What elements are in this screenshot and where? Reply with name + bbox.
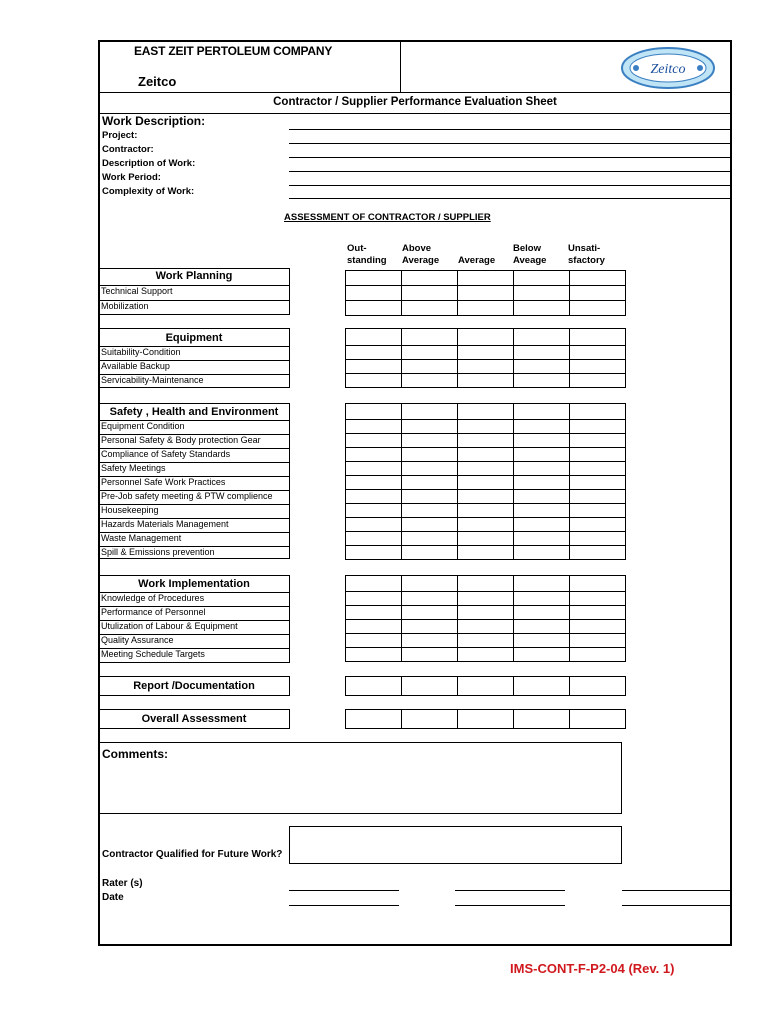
- rating-cell[interactable]: [402, 404, 458, 420]
- rating-cell[interactable]: [570, 677, 626, 696]
- work-description-title: Work Description:: [102, 114, 206, 128]
- criterion-row: Personnel Safe Work Practices: [99, 476, 289, 490]
- rating-cell[interactable]: [402, 677, 458, 696]
- rating-cell[interactable]: [514, 606, 570, 620]
- rating-cell[interactable]: [514, 329, 570, 346]
- rating-cell[interactable]: [570, 360, 626, 374]
- rating-cell[interactable]: [402, 532, 458, 546]
- header-divider: [400, 40, 401, 92]
- rating-cell[interactable]: [346, 404, 402, 420]
- rating-cell[interactable]: [402, 374, 458, 388]
- rating-cell[interactable]: [402, 448, 458, 462]
- rating-cell[interactable]: [458, 404, 514, 420]
- rating-cell[interactable]: [458, 420, 514, 434]
- rating-cell[interactable]: [346, 518, 402, 532]
- rating-cell[interactable]: [514, 434, 570, 448]
- rating-cell[interactable]: [346, 476, 402, 490]
- criterion-row: Servicability-Maintenance: [99, 374, 289, 388]
- rating-cell[interactable]: [346, 606, 402, 620]
- rating-cell[interactable]: [514, 634, 570, 648]
- rating-cell[interactable]: [514, 476, 570, 490]
- rating-cell[interactable]: [402, 606, 458, 620]
- rating-cell[interactable]: [514, 518, 570, 532]
- rating-cell[interactable]: [570, 634, 626, 648]
- rating-cell[interactable]: [402, 518, 458, 532]
- rating-cell[interactable]: [514, 301, 570, 316]
- sheet-title: Contractor / Supplier Performance Evaluation Sheet: [273, 96, 557, 108]
- rating-cell[interactable]: [346, 546, 402, 560]
- rating-cell[interactable]: [458, 329, 514, 346]
- criterion-row: Compliance of Safety Standards: [99, 448, 289, 462]
- rating-cell[interactable]: [402, 360, 458, 374]
- rater-line-2[interactable]: [455, 890, 565, 891]
- qualified-label: Contractor Qualified for Future Work?: [102, 849, 283, 860]
- rating-cell[interactable]: [458, 518, 514, 532]
- rating-cell[interactable]: [458, 620, 514, 634]
- rating-cell[interactable]: [570, 329, 626, 346]
- rating-cell[interactable]: [514, 576, 570, 592]
- category-title: Work Planning: [155, 270, 233, 282]
- rating-cell[interactable]: [514, 404, 570, 420]
- criterion-row: Hazards Materials Management: [99, 518, 289, 532]
- rating-cell[interactable]: [570, 546, 626, 560]
- rating-cell[interactable]: [346, 360, 402, 374]
- rating-cell[interactable]: [514, 286, 570, 301]
- criterion-row: Personal Safety & Body protection Gear: [99, 434, 289, 448]
- header-rule: [98, 92, 732, 93]
- rating-cell[interactable]: [346, 462, 402, 476]
- category-work-implementation: [98, 575, 290, 663]
- rating-cell[interactable]: [346, 504, 402, 518]
- rating-cell[interactable]: [458, 677, 514, 696]
- rating-cell[interactable]: [514, 710, 570, 729]
- rating-cell[interactable]: [346, 592, 402, 606]
- date-line-2[interactable]: [455, 905, 565, 906]
- rating-cell[interactable]: [570, 448, 626, 462]
- rating-cell[interactable]: [514, 462, 570, 476]
- rating-cell[interactable]: [346, 329, 402, 346]
- criterion-row: Waste Management: [99, 532, 289, 546]
- field-label-complexity: Complexity of Work:: [102, 186, 195, 197]
- rating-cell[interactable]: [570, 476, 626, 490]
- rating-cell[interactable]: [402, 576, 458, 592]
- field-label-work-period: Work Period:: [102, 172, 161, 183]
- field-label-description: Description of Work:: [102, 158, 196, 169]
- criterion-row: Meeting Schedule Targets: [99, 648, 289, 663]
- rating-cell[interactable]: [570, 606, 626, 620]
- rating-cell[interactable]: [570, 271, 626, 286]
- field-line-complexity[interactable]: [289, 185, 730, 186]
- criterion-row: Knowledge of Procedures: [99, 592, 289, 606]
- logo-text: Zeitco: [650, 62, 686, 77]
- rating-cell[interactable]: [346, 434, 402, 448]
- rating-cell[interactable]: [402, 620, 458, 634]
- rating-cell[interactable]: [402, 476, 458, 490]
- field-line-project[interactable]: [289, 129, 730, 130]
- rating-cell[interactable]: [458, 648, 514, 662]
- rating-cell[interactable]: [458, 490, 514, 504]
- rating-cell[interactable]: [458, 374, 514, 388]
- rating-cell[interactable]: [570, 710, 626, 729]
- rating-cell[interactable]: [514, 677, 570, 696]
- rating-cell[interactable]: [570, 434, 626, 448]
- rating-cell[interactable]: [458, 634, 514, 648]
- rating-cell[interactable]: [458, 532, 514, 546]
- rating-cell[interactable]: [570, 462, 626, 476]
- criterion-row: Mobilization: [99, 300, 289, 315]
- company-name: EAST ZEIT PERTOLEUM COMPANY: [134, 44, 333, 58]
- rating-cell[interactable]: [402, 504, 458, 518]
- rating-cell[interactable]: [346, 271, 402, 286]
- column-header-average: Average: [458, 255, 496, 266]
- criterion-row: Pre-Job safety meeting & PTW complience: [99, 490, 289, 504]
- rating-cell[interactable]: [570, 286, 626, 301]
- rating-cell[interactable]: [346, 420, 402, 434]
- company-short-name: Zeitco: [138, 74, 177, 89]
- column-header-below-average: Below Aveage: [513, 243, 547, 266]
- criterion-row: Housekeeping: [99, 504, 289, 518]
- rating-cell[interactable]: [346, 634, 402, 648]
- rating-cell[interactable]: [570, 420, 626, 434]
- rating-cell[interactable]: [458, 286, 514, 301]
- rating-cell[interactable]: [346, 620, 402, 634]
- rating-cell[interactable]: [458, 476, 514, 490]
- date-line-1[interactable]: [289, 905, 399, 906]
- rating-cell[interactable]: [458, 592, 514, 606]
- rating-cell[interactable]: [514, 532, 570, 546]
- rating-grid-work-planning: [345, 270, 626, 316]
- rating-cell[interactable]: [346, 374, 402, 388]
- category-title: Equipment: [165, 332, 223, 344]
- rating-cell[interactable]: [514, 360, 570, 374]
- rating-cell[interactable]: [514, 504, 570, 518]
- column-header-above-average: Above Average: [402, 243, 440, 266]
- rating-cell[interactable]: [402, 462, 458, 476]
- rating-cell[interactable]: [346, 286, 402, 301]
- qualified-answer-box[interactable]: [289, 826, 622, 864]
- rating-cell[interactable]: [514, 420, 570, 434]
- criterion-row: Technical Support: [99, 285, 289, 300]
- category-safety-health-environment: [98, 403, 290, 559]
- rating-cell[interactable]: [514, 648, 570, 662]
- comments-box[interactable]: [98, 742, 622, 814]
- rating-grid-safety-health-environment: [345, 403, 626, 560]
- rating-cell[interactable]: [402, 286, 458, 301]
- rating-cell[interactable]: [458, 546, 514, 560]
- field-line-work-period[interactable]: [289, 171, 730, 172]
- rating-cell[interactable]: [346, 490, 402, 504]
- rating-grid-equipment: [345, 328, 626, 388]
- rating-cell[interactable]: [402, 634, 458, 648]
- criterion-row: Spill & Emissions prevention: [99, 546, 289, 559]
- rating-cell[interactable]: [346, 301, 402, 316]
- rating-grid-work-implementation: [345, 575, 626, 662]
- rating-cell[interactable]: [570, 404, 626, 420]
- rating-cell[interactable]: [458, 301, 514, 316]
- rating-cell[interactable]: [402, 329, 458, 346]
- rating-cell[interactable]: [346, 677, 402, 696]
- rating-cell[interactable]: [514, 271, 570, 286]
- date-label: Date: [102, 892, 124, 903]
- rating-grid-report-documentation: [345, 676, 626, 696]
- rating-cell[interactable]: [458, 346, 514, 360]
- rating-cell[interactable]: [514, 448, 570, 462]
- rating-cell[interactable]: [402, 648, 458, 662]
- rating-cell[interactable]: [402, 710, 458, 729]
- rater-label: Rater (s): [102, 878, 143, 889]
- assessment-title: ASSESSMENT OF CONTRACTOR / SUPPLIER: [284, 212, 491, 223]
- rating-cell[interactable]: [570, 490, 626, 504]
- rating-cell[interactable]: [402, 301, 458, 316]
- rater-line-3[interactable]: [622, 890, 730, 891]
- rating-cell[interactable]: [570, 532, 626, 546]
- field-line-extra[interactable]: [289, 198, 730, 199]
- rating-cell[interactable]: [458, 271, 514, 286]
- criterion-row: Equipment Condition: [99, 420, 289, 434]
- rating-cell[interactable]: [570, 576, 626, 592]
- rating-cell[interactable]: [514, 546, 570, 560]
- criterion-row: Quality Assurance: [99, 634, 289, 648]
- rating-cell[interactable]: [346, 346, 402, 360]
- category-equipment: [98, 328, 290, 388]
- rating-cell[interactable]: [402, 490, 458, 504]
- column-header-outstanding: Out- standing: [347, 243, 387, 266]
- rating-cell[interactable]: [458, 710, 514, 729]
- rating-cell[interactable]: [514, 346, 570, 360]
- form-code: IMS-CONT-F-P2-04 (Rev. 1): [510, 961, 675, 976]
- rating-cell[interactable]: [458, 448, 514, 462]
- rating-cell[interactable]: [458, 504, 514, 518]
- rating-cell[interactable]: [458, 576, 514, 592]
- date-line-3[interactable]: [622, 905, 730, 906]
- rating-cell[interactable]: [402, 346, 458, 360]
- criterion-row: Suitability-Condition: [99, 346, 289, 360]
- rating-cell[interactable]: [570, 346, 626, 360]
- criterion-row: Performance of Personnel: [99, 606, 289, 620]
- rating-cell[interactable]: [458, 606, 514, 620]
- criterion-row: Utulization of Labour & Equipment: [99, 620, 289, 634]
- report-documentation-label: Report /Documentation: [98, 676, 290, 696]
- rating-cell[interactable]: [402, 546, 458, 560]
- rating-cell[interactable]: [570, 648, 626, 662]
- rating-cell[interactable]: [346, 648, 402, 662]
- rating-cell[interactable]: [570, 592, 626, 606]
- column-header-unsatisfactory: Unsati- sfactory: [568, 243, 605, 266]
- rating-cell[interactable]: [402, 592, 458, 606]
- category-title: Work Implementation: [138, 578, 250, 590]
- rater-line-1[interactable]: [289, 890, 399, 891]
- rating-cell[interactable]: [458, 462, 514, 476]
- rating-cell[interactable]: [458, 434, 514, 448]
- category-work-planning: [98, 268, 290, 315]
- rating-cell[interactable]: [570, 374, 626, 388]
- field-line-contractor[interactable]: [289, 143, 730, 144]
- rating-cell[interactable]: [514, 592, 570, 606]
- field-line-description[interactable]: [289, 157, 730, 158]
- category-title: Safety , Health and Environment: [109, 406, 279, 418]
- rating-cell[interactable]: [514, 490, 570, 504]
- field-label-contractor: Contractor:: [102, 144, 154, 155]
- field-label-project: Project:: [102, 130, 138, 141]
- rating-cell[interactable]: [570, 620, 626, 634]
- criterion-row: Available Backup: [99, 360, 289, 374]
- rating-cell[interactable]: [570, 518, 626, 532]
- rating-cell[interactable]: [346, 448, 402, 462]
- rating-cell[interactable]: [570, 504, 626, 518]
- criterion-row: Safety Meetings: [99, 462, 289, 476]
- rating-grid-overall-assessment: [345, 709, 626, 729]
- rating-cell[interactable]: [346, 532, 402, 546]
- rating-cell[interactable]: [402, 434, 458, 448]
- rating-cell[interactable]: [514, 374, 570, 388]
- rating-cell[interactable]: [458, 360, 514, 374]
- company-logo: [620, 46, 716, 90]
- rating-cell[interactable]: [402, 271, 458, 286]
- rating-cell[interactable]: [514, 620, 570, 634]
- rating-cell[interactable]: [346, 576, 402, 592]
- comments-label: Comments:: [102, 747, 169, 761]
- rating-cell[interactable]: [570, 301, 626, 316]
- rating-cell[interactable]: [402, 420, 458, 434]
- overall-assessment-label: Overall Assessment: [98, 709, 290, 729]
- rating-cell[interactable]: [346, 710, 402, 729]
